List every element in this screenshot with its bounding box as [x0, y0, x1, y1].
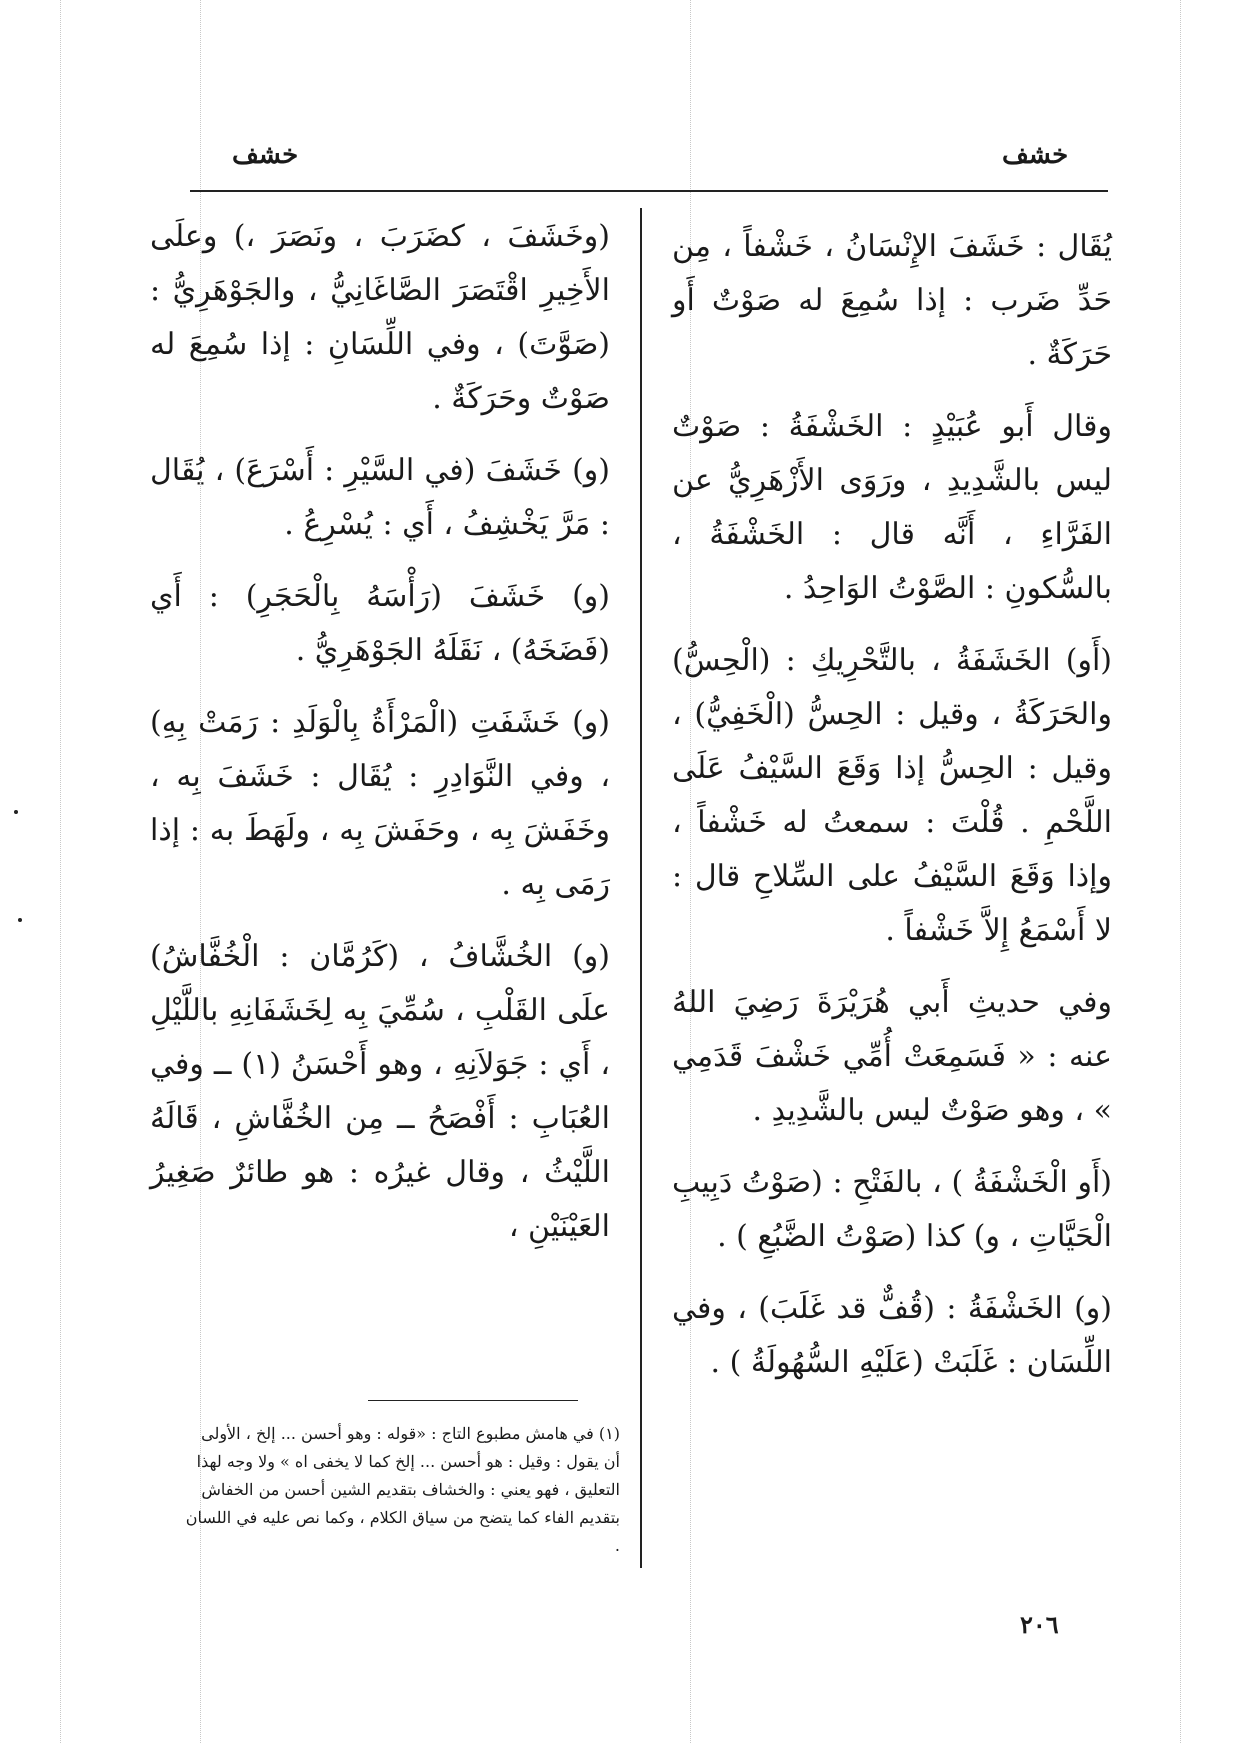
left-column — [150, 210, 610, 1272]
paragraph: وفي حديثِ أَبي هُرَيْرَةَ رَضِيَ اللهُ عنه : « فَسَمِعَتْ أُمِّي خَشْفَ قَدَمِي » ، وهو صَوْتٌ ليس بالشَّدِيدِ . — [672, 985, 1112, 1128]
footnote: (١) في هامش مطبوع التاج : «قوله : وهو أحسن ... إلخ ، الأولى أن يقول : وقيل : هو أحسن ... إلخ كما لا يخفى اه » ولا وجه لهذا التعليق ، فهو يعني : والخشاف بتقديم الشين أحسن من الخفاش بتقديم الفاء كما يتضح من سياق الكلام ، وكما نص عليه في اللسان . — [185, 1424, 620, 1555]
page-number: ٢٠٦ — [1020, 1610, 1059, 1639]
header-rule — [190, 190, 1108, 192]
paragraph: (و) الخُشَّافُ ، (كَرُمَّان : الْخُفَّاشُ) علَى القَلْبِ ، سُمِّيَ بِه لِخَشَفَانِهِ باللَّيْلِ ، أَي : جَوَلاَنِهِ ، وهو أَحْسَنُ (١) ــ وفي العُبَابِ : أَفْصَحُ ــ مِن الخُفَّاشِ ، قَالَهُ اللَّيْثُ ، وقال غيرُه : هو طائرٌ صَغِيرُ العَيْنَيْنِ ، — [150, 939, 610, 1244]
scan-speck — [18, 918, 22, 922]
right-column — [672, 220, 1112, 1408]
paragraph: (وخَشَفَ ، كضَرَبَ ، ونَصَرَ ،) وعلَى الأَخِيرِ اقْتَصَرَ الصَّاغَانِيُّ ، والجَوْهَرِيُّ : (صَوَّتَ) ، وفي اللِّسَانِ : إذا سُمِعَ له صَوْتٌ وحَرَكَةٌ . — [150, 219, 610, 416]
header-word-left: خشف — [232, 140, 299, 170]
faint-rule-line — [1180, 0, 1181, 1743]
paragraph: يُقَال : خَشَفَ الإِنْسَانُ ، خَشْفاً ، مِن حَدِّ ضَرب : إذا سُمِعَ له صَوْتٌ أَو حَرَكَةٌ . — [672, 229, 1112, 372]
column-divider — [640, 208, 642, 1568]
paragraph: (و) خَشَفَ (رَأْسَهُ بِالْحَجَرِ) : أَي (فَضَخَهُ) ، نَقَلَهُ الجَوْهَرِيُّ . — [150, 579, 610, 668]
paragraph: (و) الخَشْفَةُ : (قُفٌّ قد غَلَبَ) ، وفي اللِّسَان : غَلَبَتْ (عَلَيْهِ السُّهُولَةُ ) . — [672, 1291, 1112, 1380]
footnote-rule — [368, 1400, 578, 1401]
paragraph: (أَو الْخَشْفَةُ ) ، بالفَتْحِ : (صَوْتُ دَبِيبِ الْحَيَّاتِ ، و) كذا (صَوْتُ الضَّبُعِ ) . — [672, 1165, 1112, 1254]
faint-rule-line — [60, 0, 61, 1743]
paragraph: (أَو) الخَشَفَةُ ، بالتَّحْرِيكِ : (الْحِسُّ) والحَرَكَةُ ، وقيل : الحِسُّ (الْخَفِيُّ) ، وقيل : الحِسُّ إذا وَقَعَ السَّيْفُ عَلَى اللَّحْمِ . قُلْتَ : سمعتُ له خَشْفاً ، وإذا وَقَعَ السَّيْفُ على السِّلاحِ قال : لا أَسْمَعُ إِلاَّ خَشْفاً . — [672, 643, 1112, 948]
header-word-right: خشف — [1002, 140, 1069, 170]
paragraph: وقال أَبو عُبَيْدٍ : الخَشْفَةُ : صَوْتٌ ليس بالشَّدِيدِ ، ورَوَى الأَزْهَرِيُّ عن الفَرَّاءِ ، أَنَّه قال : الخَشْفَةُ ، بالسُّكونِ : الصَّوْتُ الوَاحِدُ . — [672, 409, 1112, 606]
paragraph: (و) خَشَفَتِ (الْمَرْأَةُ بِالْوَلَدِ : رَمَتْ بِهِ) ، وفي النَّوَادِرِ : يُقَال : خَشَفَ بِه ، وخَفَشَ بِه ، وحَفَشَ بِه ، ولَهَطَ به : إذا رَمَى بِه . — [150, 705, 610, 902]
paragraph: (و) خَشَفَ (في السَّيْرِ : أَسْرَعَ) ، يُقَال : مَرَّ يَخْشِفُ ، أَي : يُسْرِعُ . — [150, 453, 610, 542]
scan-speck — [14, 810, 18, 814]
